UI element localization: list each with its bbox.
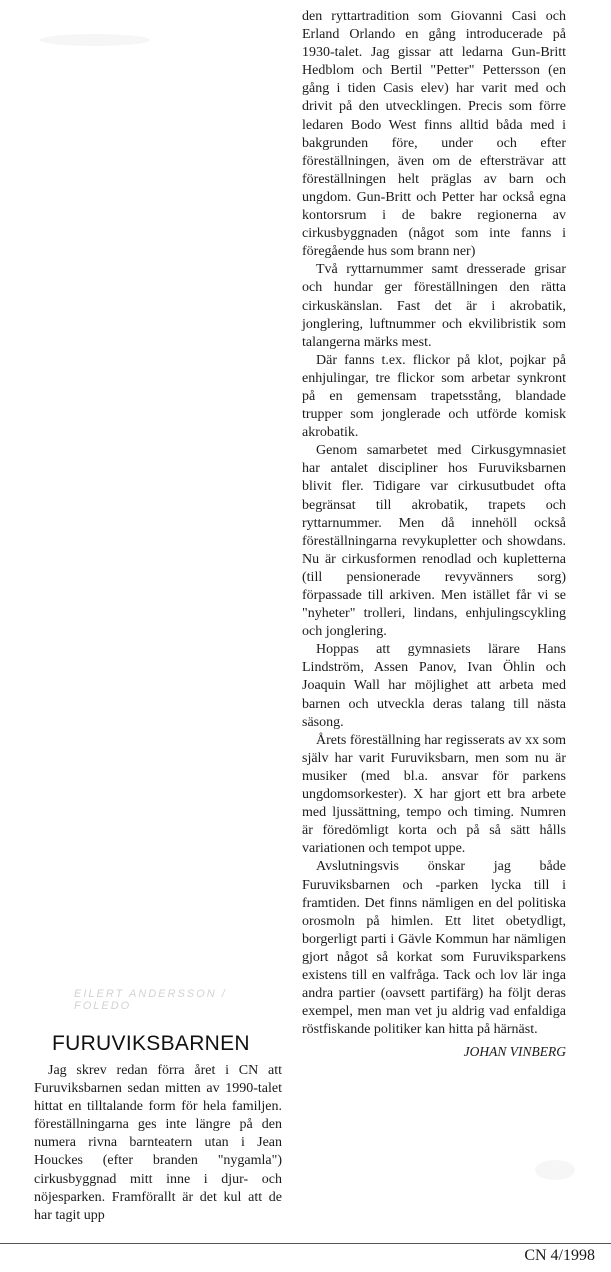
footer-divider — [0, 1243, 611, 1244]
article-left-column — [34, 1062, 282, 1225]
scan-smudge — [535, 1160, 575, 1180]
photo-credit-caption: EILERT ANDERSSON / FOLEDO — [74, 988, 227, 1012]
scan-smudge — [40, 34, 150, 46]
article-paragraph: Hoppas att gymnasiets lärare Hans Lindström, Assen Panov, Ivan Öhlin och Joaquin Wall har möjlighet att arbeta med barnen och utveckla deras talang till nästa säsong. — [302, 642, 566, 730]
issue-number: CN 4/1998 — [524, 1247, 595, 1264]
article-paragraph: Jag skrev redan förra året i CN att Furuviksbarnen sedan mitten av 1990-talet hittat en tilltalande form för hela familjen. föreställningarna ges inte längre på den numera rivna barnteatern utan i Jean Houckes (efter branden "nygamla") cirkusbyggnad mitt inne i djur- och nöjesparken. Framförallt är det kul att de har tagit upp — [34, 1063, 282, 1223]
article-paragraph: Årets föreställning har regisserats av xx som själv har varit Furuviksbarn, men som nu är musiker (med bl.a. ansvar för parkens ungdomsorkester). X har gjort ett bra arbete med ljussättning, tempo och timing. Numren är föredömligt korta och på så sätt hålls variationen och tempot uppe. — [302, 732, 566, 857]
article-paragraph: Avslutningsvis önskar jag både Furuviksbarnen och -parken lycka till i framtiden. Det finns nämligen en del politiska orosmoln på himlen. Ett litet obetydligt, borgerligt parti i Gävle Kommun har nämligen gjort något så korkat som Furuviksparkens existens till en valfråga. Tack och lov lär inga andra partier (oavsett partifärg) ha följt deras exempel, men man vet ju aldrig vad enfaldiga röstfiskande politiker kan hitta på härnäst. — [302, 859, 566, 1038]
article-right-column — [302, 8, 566, 1061]
article-paragraph: den ryttartradition som Giovanni Casi och Erland Orlando en gång introducerade på 1930-talet. Jag gissar att ledarna Gun-Britt Hedblom och Bertil "Petter" Pettersson (en gång i tiden Casis elev) har varit med och drivit på den utvecklingen. Precis som förre ledaren Bodo West finns alltid båda med i bakgrunden före, under och efter föreställningen, även om de eftersträvar att föreställningen helt präglas av barn och ungdom. Gun-Britt och Petter har också egna kontorsrum i de bakre regionerna av cirkusbyggnaden (något som inte fanns i föregående hus som brann ner) — [302, 9, 566, 260]
article-paragraph: Där fanns t.ex. flickor på klot, pojkar på enhjulingar, tre flickor som arbetar synkront på en gemensam trapetsstång, blandade trupper som jonglerade och utförde komisk akrobatik. — [302, 352, 566, 441]
article-headline: FURUVIKSBARNEN — [52, 1032, 250, 1055]
author-byline: JOHAN VINBERG — [463, 1044, 566, 1060]
article-paragraph: Två ryttarnummer samt dresserade grisar och hundar ger föreställningen den rätta cirkuskänslan. Fast det är i akrobatik, jonglering, luftnummer och ekvilibristik som talangerna märks mest. — [302, 262, 566, 350]
article-paragraph: Genom samarbetet med Cirkusgymnasiet har antalet discipliner hos Furuviksbarnen blivit fler. Tidigare var cirkusutbudet ofta begränsat till akrobatik, trapets och ryttarnummer. Men då innehöll också föreställningarna revykupletter och showdans. Nu är cirkusformen renodlad och kupletterna (till pensionerade revyvänners sorg) förpassade till arkiven. Men istället får vi se "nyheter" trolleri, lindans, enhjulingscykling och jonglering. — [302, 443, 566, 640]
